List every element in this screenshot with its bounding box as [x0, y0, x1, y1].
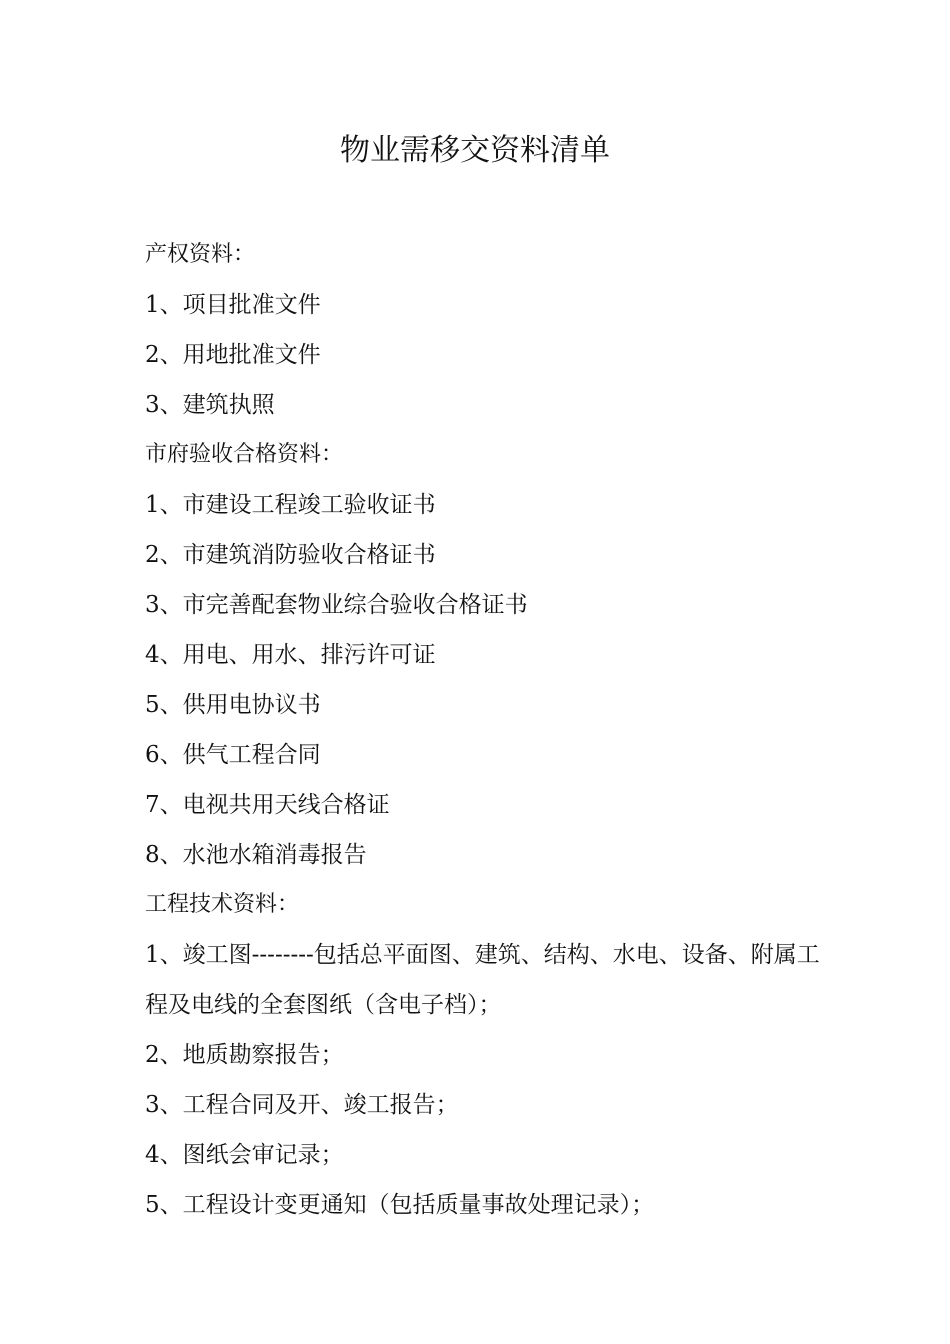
list-item: 1、项目批准文件: [145, 292, 321, 318]
list-item: 4、用电、用水、排污许可证: [145, 642, 436, 668]
list-item: 4、图纸会审记录；: [145, 1142, 344, 1168]
list-item: 6、供气工程合同: [145, 742, 321, 768]
section-heading: 工程技术资料：: [145, 892, 300, 917]
section-engineering-technical: [145, 880, 835, 1230]
list-item: 7、电视共用天线合格证: [145, 792, 390, 818]
list-item: 5、供用电协议书: [145, 692, 321, 718]
document-body: [145, 230, 835, 1230]
list-item: 2、地质勘察报告；: [145, 1042, 344, 1068]
list-item: 1、市建设工程竣工验收证书: [145, 492, 436, 518]
list-item: 3、建筑执照: [145, 392, 275, 418]
section-heading: 产权资料：: [145, 242, 256, 267]
list-item: 2、市建筑消防验收合格证书: [145, 542, 436, 568]
list-item: 3、工程合同及开、竣工报告；: [145, 1092, 459, 1118]
list-item: 1、竣工图--------包括总平面图、建筑、结构、水电、设备、附属工程及电线的全套图纸（含电子档）；: [145, 942, 820, 1018]
list-item: 3、市完善配套物业综合验收合格证书: [145, 592, 528, 618]
section-heading: 市府验收合格资料：: [145, 442, 344, 467]
document-title: 物业需移交资料清单: [340, 133, 610, 168]
list-item: 8、水池水箱消毒报告: [145, 842, 367, 868]
list-item: 5、工程设计变更通知（包括质量事故处理记录）；: [145, 1192, 655, 1218]
section-property-rights: [145, 230, 835, 430]
section-acceptance-certificates: [145, 430, 835, 880]
list-item: 2、用地批准文件: [145, 342, 321, 368]
